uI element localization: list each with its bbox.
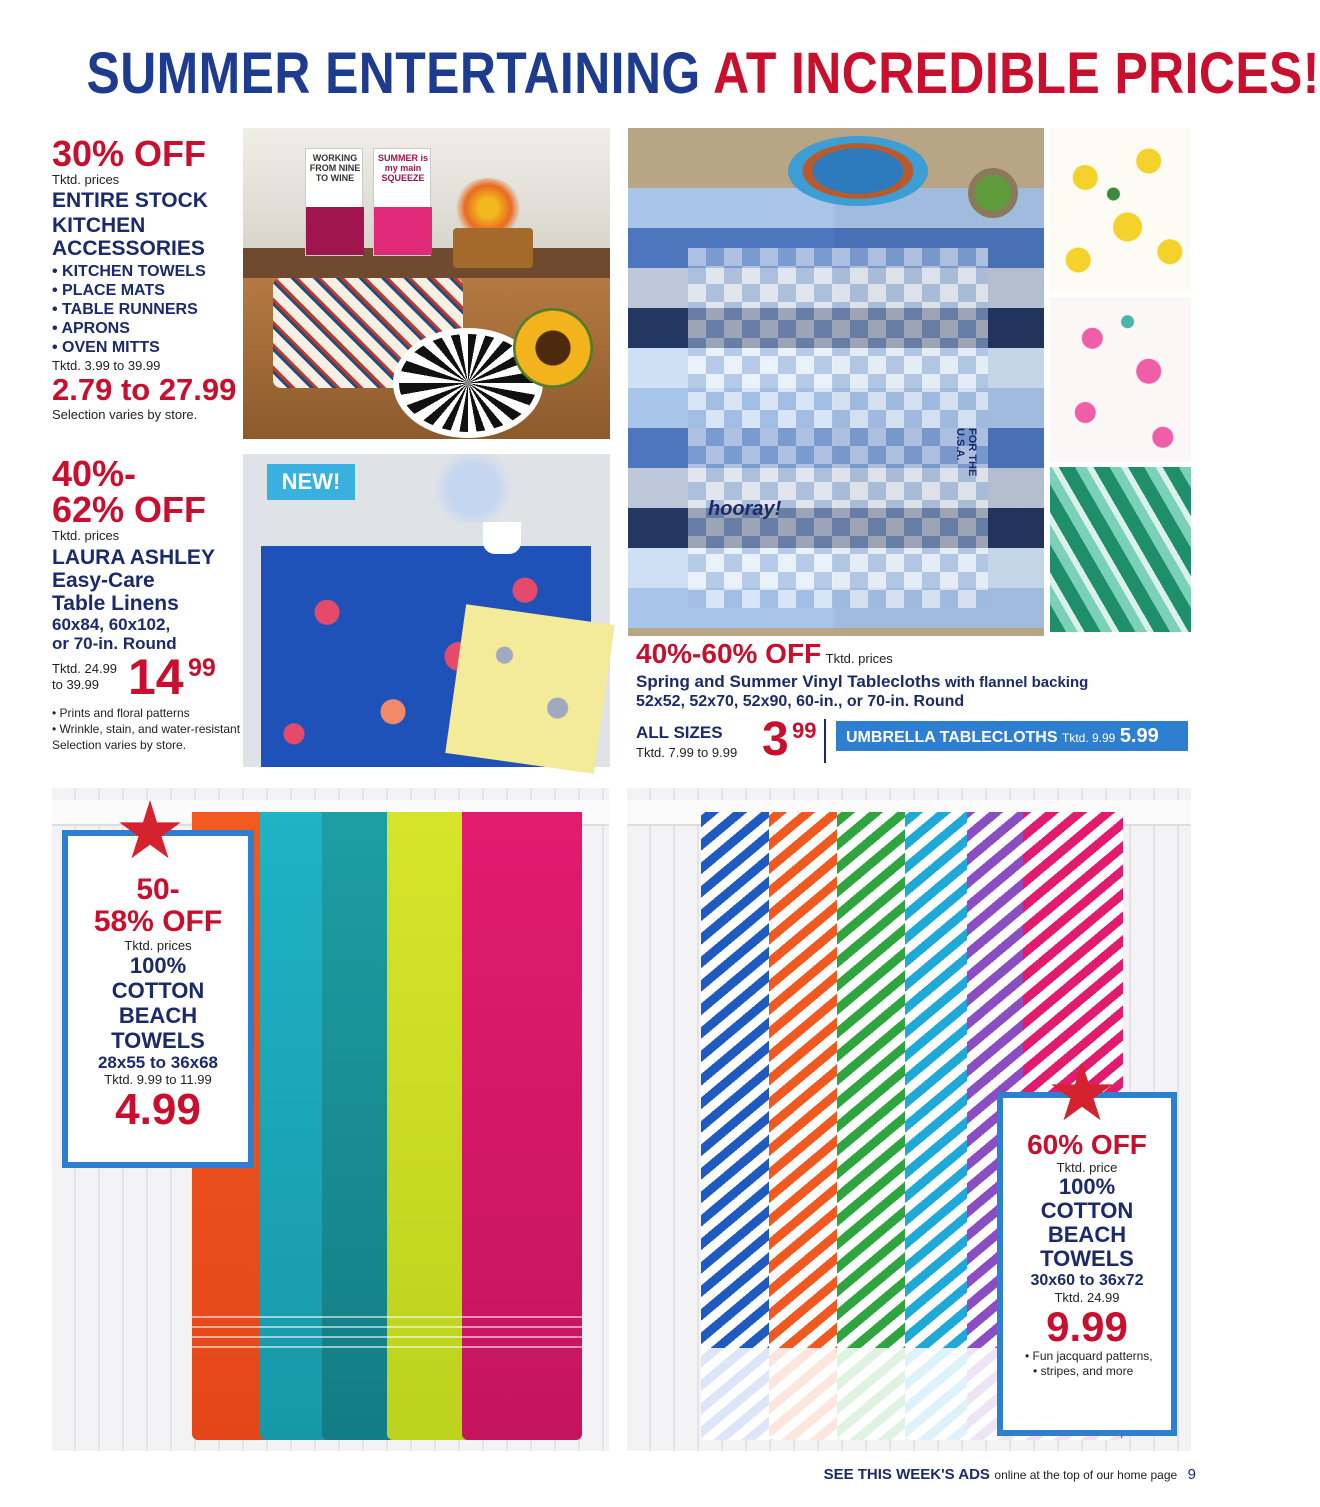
list-item: • KITCHEN TOWELS: [52, 262, 242, 281]
vinyl-lemon-photo: [1050, 128, 1191, 293]
kitchen-basket: [453, 228, 533, 268]
striped-towels-price-box: [997, 1092, 1177, 1436]
vinyl-flamingo-photo: [1050, 297, 1191, 462]
laura-line2: Easy-Care: [52, 569, 155, 592]
list-item: • APRONS: [52, 319, 242, 338]
page-headline: [86, 40, 1320, 107]
vinyl-tkt-range: Tktd. 7.99 to 9.99: [636, 745, 738, 760]
list-item: • Prints and floral patterns: [52, 705, 252, 721]
vinyl-discount: 40%-60% OFF: [636, 638, 822, 669]
stripe-price: 9.99: [1046, 1303, 1128, 1350]
laura-vase-flowers: [423, 454, 523, 524]
vinyl-checks: [688, 248, 988, 608]
laura-tkt-label: Tktd. prices: [52, 528, 120, 543]
footer: [0, 1466, 1196, 1484]
footer-rest: online at the top of our home page: [994, 1468, 1178, 1482]
laura-photo: [243, 454, 610, 767]
headline-part2: AT INCREDIBLE PRICES!: [713, 41, 1320, 106]
vinyl-plates: [788, 136, 928, 206]
vinyl-text-1: hooray!: [708, 498, 782, 520]
vinyl-plant: [968, 168, 1018, 218]
solid-sizes: 28x55 to 36x68: [97, 1053, 219, 1072]
kitchen-tkt-label: Tktd. prices: [52, 172, 120, 187]
vinyl-discount-row: [636, 638, 1196, 670]
kitchen-price: 2.79 to 27.99: [52, 372, 237, 407]
list-item: • Fun jacquard patterns,: [1025, 1349, 1171, 1364]
solid-price: 4.99: [115, 1085, 201, 1134]
laura-sizes-2: or 70-in. Round: [52, 634, 177, 653]
vinyl-price-whole: 3: [762, 713, 789, 766]
kitchen-title-1: KITCHEN: [52, 214, 146, 237]
laura-price-row: [52, 649, 252, 705]
stripe-line4: TOWELS: [1040, 1246, 1134, 1271]
vinyl-desc-row: [636, 672, 1196, 692]
stripe-sizes: 30x60 to 36x72: [1030, 1272, 1144, 1289]
laura-bullets: [52, 705, 252, 737]
laura-price-whole: 14: [128, 649, 184, 705]
laura-text-block: [52, 453, 252, 753]
kitchen-text-block: [52, 133, 242, 423]
laura-discount-1: 40%-: [52, 453, 137, 494]
vinyl-all-sizes: ALL SIZES: [636, 723, 723, 742]
new-badge: NEW!: [267, 464, 355, 500]
list-item: • OVEN MITTS: [52, 338, 242, 357]
laura-tkt-range-2: to 39.99: [52, 677, 99, 692]
laura-discount-2: 62% OFF: [52, 489, 207, 530]
stripe-tkt-label: Tktd. price: [1056, 1160, 1118, 1175]
laura-brand: LAURA ASHLEY: [52, 546, 215, 569]
vinyl-price-row: [636, 715, 1196, 771]
stripe-line3: BEACH: [1047, 1222, 1127, 1247]
solid-line1: 100%: [129, 953, 187, 978]
vinyl-text-2: FOR THE U.S.A.: [954, 428, 978, 477]
vinyl-price-cents: 99: [792, 718, 817, 743]
kitchen-sunflower: [513, 308, 593, 388]
laura-tkt-range-1: Tktd. 24.99: [52, 661, 118, 676]
kitchen-towel-2-text: SUMMER is my main SQUEEZE: [377, 153, 428, 183]
solid-discount-1: 50-: [136, 873, 180, 906]
laura-line3: Table Linens: [52, 592, 179, 615]
umbrella-price: 5.99: [1119, 725, 1159, 747]
footer-bold: SEE THIS WEEK'S ADS: [823, 1466, 990, 1483]
solid-line2: COTTON: [111, 978, 205, 1003]
stripe-line2: COTTON: [1040, 1198, 1134, 1223]
umbrella-banner: [836, 721, 1188, 751]
laura-sizes-1: 60x84, 60x102,: [52, 615, 171, 634]
kitchen-photo: [243, 128, 610, 439]
kitchen-discount: 30% OFF: [52, 133, 207, 174]
kitchen-towel-2: [373, 148, 431, 256]
solid-discount-2: 58% OFF: [93, 905, 223, 938]
list-item: • TABLE RUNNERS: [52, 300, 242, 319]
stripe-discount: 60% OFF: [1027, 1129, 1147, 1160]
kitchen-towel-1-text: WORKING FROM NINE TO WINE: [309, 153, 361, 183]
umbrella-tkt: Tktd. 9.99: [1061, 731, 1116, 745]
headline-part1: SUMMER ENTERTAINING: [86, 41, 701, 106]
solid-towels-stripes: [192, 1308, 582, 1348]
vinyl-tkt-label: Tktd. prices: [825, 651, 893, 666]
kitchen-tkt-range: Tktd. 3.99 to 39.99: [52, 358, 161, 373]
vinyl-sizes: 52x52, 52x70, 52x90, 60-in., or 70-in. Round: [636, 693, 965, 710]
kitchen-towel-1: [305, 148, 363, 256]
solid-tkt-label: Tktd. prices: [124, 938, 192, 953]
vinyl-palm-photo: [1050, 467, 1191, 632]
kitchen-items-list: [52, 262, 242, 357]
page-number: 9: [1187, 1466, 1196, 1483]
list-item: • PLACE MATS: [52, 281, 242, 300]
kitchen-title-2: ACCESSORIES: [52, 237, 205, 260]
vinyl-text-block: [636, 638, 1196, 771]
vinyl-desc-1: Spring and Summer Vinyl Tablecloths: [636, 672, 941, 691]
stripe-tkt-range: Tktd. 24.99: [1054, 1290, 1120, 1305]
kitchen-entire-stock: ENTIRE STOCK: [52, 189, 208, 212]
stripe-bullets: [1003, 1349, 1171, 1379]
list-item: • stripes, and more: [1025, 1364, 1171, 1379]
kitchen-note: Selection varies by store.: [52, 407, 198, 422]
laura-yellow-swatch: [445, 604, 614, 773]
stripe-line1: 100%: [1058, 1174, 1116, 1199]
solid-towels-price-box: [62, 830, 254, 1168]
solid-line4: TOWELS: [111, 1028, 205, 1053]
vinyl-divider: [824, 719, 826, 763]
vinyl-desc-2: with flannel backing: [944, 674, 1089, 691]
laura-price-cents: 99: [188, 654, 216, 682]
list-item: • Wrinkle, stain, and water-resistant: [52, 721, 252, 737]
laura-note: Selection varies by store.: [52, 738, 187, 752]
solid-line3: BEACH: [118, 1003, 198, 1028]
vinyl-main-photo: [628, 128, 1044, 636]
umbrella-label: UMBRELLA TABLECLOTHS: [846, 729, 1058, 746]
solid-tkt-range: Tktd. 9.99 to 11.99: [104, 1072, 212, 1087]
laura-cup: [483, 522, 521, 554]
